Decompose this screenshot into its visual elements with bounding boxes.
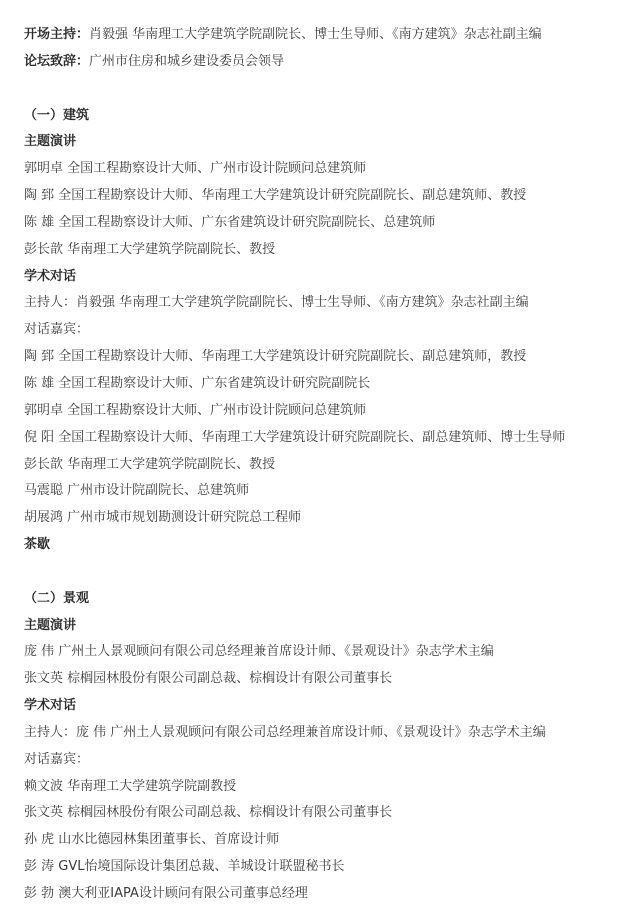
speaker-line: 陈 雄 全国工程勘察设计大师、广东省建筑设计研究院副院长、总建筑师 <box>24 214 436 230</box>
program-document <box>24 22 643 908</box>
tea-break: 茶歇 <box>24 537 51 553</box>
speaker-line: 张文英 棕榈园林股份有限公司副总裁、棕榈设计有限公司董事长 <box>24 671 393 687</box>
guest-line: 赖文波 华南理工大学建筑学院副教授 <box>24 778 237 794</box>
dialogue-host-architecture: 主持人：肖毅强 华南理工大学建筑学院副院长、博士生导师、《南方建筑》杂志社副主编 <box>24 295 529 311</box>
guest-line: 倪 阳 全国工程勘察设计大师、华南理工大学建筑设计研究院副院长、副总建筑师、博士生导师 <box>24 429 566 445</box>
spacer <box>24 76 643 103</box>
speaker-line: 庞 伟 广州土人景观顾问有限公司总经理兼首席设计师、《景观设计》杂志学术主编 <box>24 644 494 660</box>
opening-host-line <box>24 22 643 49</box>
guest-line: 胡展鸿 广州市城市规划勘测设计研究院总工程师 <box>24 510 302 526</box>
guest-line: 彭 涛 GVL怡境国际设计集团总裁、羊城设计联盟秘书长 <box>24 859 345 875</box>
speaker-line: 彭长歆 华南理工大学建筑学院副院长、教授 <box>24 241 276 257</box>
dialogue-title-architecture: 学术对话 <box>24 268 77 284</box>
guest-line: 郭明卓 全国工程勘察设计大师、广州市设计院顾问总建筑师 <box>24 402 367 418</box>
speaker-line: 陶 郅 全国工程勘察设计大师、华南理工大学建筑设计研究院副院长、副总建筑师、教授 <box>24 188 527 204</box>
guest-line: 张文英 棕榈园林股份有限公司副总裁、棕榈设计有限公司董事长 <box>24 805 393 821</box>
spacer <box>24 559 643 586</box>
guest-line: 彭长歆 华南理工大学建筑学院副院长、教授 <box>24 456 276 472</box>
forum-address-label: 论坛致辞： <box>24 53 90 69</box>
guest-line: 陈 雄 全国工程勘察设计大师、广东省建筑设计研究院副院长 <box>24 375 371 391</box>
section-heading-landscape: （二）景观 <box>24 590 90 606</box>
guest-line: 陶 郅 全国工程勘察设计大师、华南理工大学建筑设计研究院副院长、副总建筑师，教授 <box>24 349 527 365</box>
guests-label-landscape: 对话嘉宾： <box>24 751 90 767</box>
opening-host-label: 开场主持： <box>24 27 90 42</box>
forum-address-line <box>24 49 643 76</box>
dialogue-title-landscape: 学术对话 <box>24 698 77 714</box>
keynote-title-architecture: 主题演讲 <box>24 134 77 150</box>
dialogue-host-landscape: 主持人：庞 伟 广州土人景观顾问有限公司总经理兼首席设计师、《景观设计》杂志学术主编 <box>24 724 546 740</box>
opening-host-value: 肖毅强 华南理工大学建筑学院副院长、博士生导师、《南方建筑》杂志社副主编 <box>89 27 542 42</box>
guests-label-architecture: 对话嘉宾： <box>24 322 90 338</box>
guest-line: 彭 勃 澳大利亚IAPA设计顾问有限公司董事总经理 <box>24 886 308 901</box>
speaker-line: 郭明卓 全国工程勘察设计大师、广州市设计院顾问总建筑师 <box>24 161 367 177</box>
guest-line: 马震聪 广州市设计院副院长、总建筑师 <box>24 483 250 499</box>
forum-address-value: 广州市住房和城乡建设委员会领导 <box>89 53 285 69</box>
keynote-title-landscape: 主题演讲 <box>24 617 77 633</box>
section-heading-architecture: （一）建筑 <box>24 107 90 123</box>
guest-line: 孙 虎 山水比德园林集团董事长、首席设计师 <box>24 832 280 848</box>
